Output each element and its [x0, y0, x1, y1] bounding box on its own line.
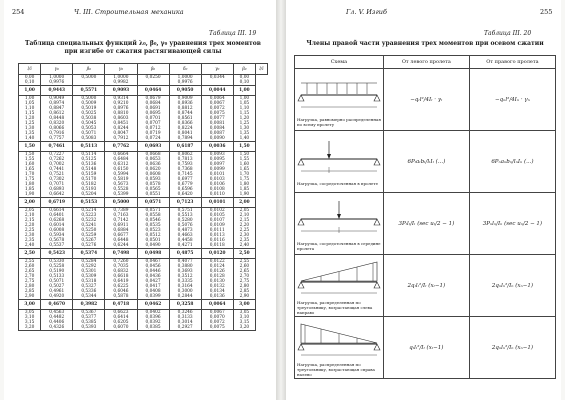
left-running-head: Ч. III. Строительная механика	[74, 8, 184, 16]
summary-cell: 0,7762	[105, 142, 137, 152]
scheme-cell	[295, 255, 384, 317]
summary-cell: 0,0120	[201, 249, 233, 259]
table-row	[295, 69, 556, 131]
right-table-title: Члены правой части уравнения трех моментов при осевом сжатии	[306, 40, 544, 47]
right-span-formula: −qₙl²/4Iₙ · γₙ	[469, 69, 555, 131]
left-span-formula: qₗlₗ²/Iₗ (xₗ−1)	[383, 317, 469, 379]
cell-column-3: 0,6664 0,6484 0,6312 0,6150 0,5994 0,5819 0,5673 0,5528 0,5399	[105, 152, 137, 198]
table-row	[19, 259, 268, 300]
summary-cell: 0,0571	[137, 198, 169, 208]
row-caption: Нагрузка, сосредоточенная в середине пролета	[297, 240, 381, 251]
table-row	[19, 208, 268, 249]
special-functions-table	[18, 63, 268, 331]
summary-cell: 0,3258	[169, 300, 201, 310]
cell-column-1: 0,6614 0,6401 0,6268 0,6014 0,6008 0,5934 0,5678 0,5537	[41, 208, 73, 249]
right-table-label: Таблица III. 20	[484, 30, 532, 37]
summary-cell: 0,9093	[105, 86, 137, 96]
cell-column-3: 0,6623 0,6414 0,6205 0,6070	[105, 310, 137, 331]
cell-column-5: 0,5751 0,5513 0,5280 0,5076 0,4873 0,4663 0,4458 0,4271	[169, 208, 201, 249]
summary-row	[19, 86, 268, 96]
cell-column-7: 2,55 2,60 2,65 2,70 2,75 2,80 2,85 2,90	[233, 259, 255, 300]
summary-cell: 0,5113	[73, 142, 105, 152]
left-page	[4, 0, 276, 400]
cell-column-2: 0,5000	[73, 75, 105, 86]
cell-column-3: 0,9314 0,9210 0,8976 0,8810 0,8603 0,8451 0,8244 0,8047 0,7912	[105, 96, 137, 142]
column-header: l/i	[256, 64, 268, 75]
summary-cell: 0,5423	[41, 249, 73, 259]
row-caption: Нагрузка, распределенная по треугольнику, возрастающая справа налево	[297, 362, 375, 377]
right-running-head: Гл. V. Изгиб	[346, 8, 387, 16]
cell-column-6: 0,0102 0,0105 0,0107 0,0109 0,0111 0,0113 0,0116 0,0118	[201, 208, 233, 249]
column-header: β₀	[137, 64, 169, 75]
summary-cell: 0,7461	[41, 142, 73, 152]
cell-column-5: 0,4077 0,3880 0,3693 0,3512 0,3335 0,3164 0,3000 0,2844	[169, 259, 201, 300]
cell-column-4: 0,0467 0,0456 0,0446 0,0436 0,0427 0,0417 0,0408 0,0399	[137, 259, 169, 300]
summary-cell: 1,50	[19, 142, 41, 152]
cell-column-6: 0,0093 0,0095 0,0097 0,0099 0,0101 0,0103 0,0106 0,0108 0,0110	[201, 152, 233, 198]
summary-cell: 1,00	[19, 86, 41, 96]
summary-cell: 0,0462	[137, 300, 169, 310]
scheme-cell	[295, 193, 384, 255]
cell-column-4: 0,0679 0,0684 0,0691 0,0695 0,0701 0,0707 0,0712 0,0719 0,0724	[137, 96, 169, 142]
column-header: β₀	[233, 64, 255, 75]
cell-column-4: 0,0402 0,0396 0,0392 0,0385	[137, 310, 169, 331]
table-row	[295, 255, 556, 317]
row-caption: Нагрузка, распределенная по треугольнику, возрастающая слева направо	[297, 300, 373, 315]
summary-cell: 0,4875	[169, 249, 201, 259]
summary-row	[19, 249, 268, 259]
summary-cell: 2,00	[19, 198, 41, 208]
cell-column-5: 1,0000 0,9976	[169, 75, 201, 86]
cell-column-5: 0,8062 0,7813 0,7593 0,7368 0,7145 0,6977 0,6779 0,6596 0,6420	[169, 152, 201, 198]
cell-column-3: 0,7260 0,7035 0,6832 0,6618 0,6419 0,6225 0,6046 0,5878	[105, 259, 137, 300]
left-table-label: Таблица III. 19	[209, 30, 257, 37]
cell-column-7: 3,05 3,10 3,15 3,20	[233, 310, 255, 331]
cell-column-6: 0,0122 0,0124 0,0126 0,0128 0,0130 0,0132 0,0134 0,0136	[201, 259, 233, 300]
summary-cell: 0,5374	[73, 249, 105, 259]
table-row	[19, 152, 268, 198]
summary-cell: 0,5000	[105, 198, 137, 208]
scheme-cell	[295, 317, 384, 379]
summary-cell: 0,5153	[73, 198, 105, 208]
cell-column-1: 0,7227 0,7262 0,7002 0,7441 0,7521 0,7302 0,7071 0,6893 0,6642	[41, 152, 73, 198]
cell-column-7: 2,05 2,10 2,15 2,20 2,25 2,30 2,35 2,40	[233, 208, 255, 249]
right-page-number: 255	[540, 8, 553, 16]
summary-cell: 2,00	[233, 198, 255, 208]
row-caption: Нагрузка, равномерно распределенная по всему пролету	[297, 116, 381, 127]
scheme-cell	[295, 69, 384, 131]
table-row	[19, 96, 268, 142]
cell-column-2: 0,5284 0,5292 0,5301 0,5309 0,5318 0,5327 0,5336 0,5344	[73, 259, 105, 300]
cell-column-0: 0,00 0,10	[19, 75, 41, 86]
cell-column-0: 1,00 1,05 1,10 1,15 1,20 1,25 1,30 1,35 1,40	[19, 96, 41, 142]
summary-cell: 0,0044	[201, 86, 233, 96]
summary-cell: 0,9050	[169, 86, 201, 96]
cell-column-1: 0,9049 0,8974 0,8847 0,8612 0,8448 0,8320 0,8066 0,7916 0,7757	[41, 96, 73, 142]
left-page-number: 254	[12, 8, 25, 16]
cell-column-1: 0,5330 0,5258 0,5190 0,5133 0,5071 0,5027 0,4961 0,4920	[41, 259, 73, 300]
summary-cell: 0,9443	[41, 86, 73, 96]
summary-cell: 1,50	[233, 142, 255, 152]
cell-column-3: 0,7389 0,7163 0,7142 0,6911 0,6884 0,6677 0,6448 0,6244	[105, 208, 137, 249]
point-load-diagram	[297, 137, 381, 177]
table-row	[19, 75, 268, 86]
column-header: β₀	[73, 64, 105, 75]
triangular-load-increasing-left-diagram	[297, 318, 381, 358]
header-right-span: От правого пролета	[469, 56, 555, 69]
cell-column-6: 0,0067 0,0070 0,0072 0,0075	[201, 310, 233, 331]
row-caption: Нагрузка, сосредоточенная в пролете	[297, 181, 378, 186]
left-span-formula: 6Pₗaₗbₗ/lₗIₗ (...)	[383, 131, 469, 193]
cell-column-7: 0,00 0,10	[233, 75, 255, 86]
summary-cell: 2,50	[233, 249, 255, 259]
cell-column-0: 2,05 2,10 2,15 2,20 2,25 2,30 2,35 2,40	[19, 208, 41, 249]
header-left-span: От левого пролета	[383, 56, 469, 69]
table-header-row	[19, 64, 268, 75]
summary-cell: 0,0036	[201, 142, 233, 152]
summary-cell: 3,00	[19, 300, 41, 310]
table-row	[295, 131, 556, 193]
summary-cell: 2,50	[19, 249, 41, 259]
left-table-title: Таблица специальных функций λ₀, β₀, γ₀ уравнения трех моментов при изгибе от сжатия растягивающей силы	[25, 40, 261, 55]
cell-column-0: 3,05 3,10 3,15 3,20	[19, 310, 41, 331]
summary-cell: 0,7498	[105, 249, 137, 259]
book-gutter	[276, 0, 286, 400]
cell-column-4: 0,0571 0,0558 0,0546 0,0535 0,0523 0,0512 0,0501 0,0490	[137, 208, 169, 249]
right-span-formula: 6Pₙaₙbₙ/lₙIₙ (...)	[469, 131, 555, 193]
summary-cell: 0,6187	[169, 142, 201, 152]
right-span-formula: 2qₙlₙ²/Iₙ (xₙ−1)	[469, 317, 555, 379]
left-span-formula: 2qₗlₗ²/Iₗ (xₗ−1)	[383, 255, 469, 317]
cell-column-0: 1,50 1,55 1,60 1,65 1,70 1,75 1,80 1,85 1,90	[19, 152, 41, 198]
cell-column-2: 0,5000 0,5009 0,5019 0,5025 0,5038 0,5045 0,5053 0,5071 0,5083	[73, 96, 105, 142]
cell-column-7: 1,50 1,55 1,60 1,65 1,70 1,75 1,80 1,85 1,90	[233, 152, 255, 198]
summary-row	[19, 300, 268, 310]
left-span-formula: −qₗl²/4Iₗ · γₗ	[383, 69, 469, 131]
cell-column-6: 0,0064 0,0067 0,0072 0,0075 0,0077 0,0081 0,0084 0,0087 0,0090	[201, 96, 233, 142]
summary-cell: 0,7123	[169, 198, 201, 208]
table-row	[295, 317, 556, 379]
summary-cell: 0,6719	[41, 198, 73, 208]
cell-column-2: 0,5114 0,5125 0,5136 0,5148 0,5159 0,5170 0,5182 0,5193 0,5204	[73, 152, 105, 198]
left-span-formula: 3Pₗlₗ/Iₗ (sec uₗ/2 − 1)	[383, 193, 469, 255]
column-header: γ₀	[41, 64, 73, 75]
cell-column-6: 0,0344	[201, 75, 233, 86]
summary-cell: 0,0064	[201, 300, 233, 310]
cell-column-5: 0,9009 0,8936 0,8812 0,8744 0,8561 0,8366 0,8224 0,8041 0,7894	[169, 96, 201, 142]
column-header: γ₀	[105, 64, 137, 75]
cell-column-1: 1,0000 0,9976	[41, 75, 73, 86]
cell-column-3: 1,0000 0,9982	[105, 75, 137, 86]
uniform-load-diagram	[297, 73, 381, 113]
column-header: δ₀	[169, 64, 201, 75]
summary-cell: 0,4718	[105, 300, 137, 310]
summary-cell: 0,4670	[41, 300, 73, 310]
cell-column-0: 2,55 2,60 2,65 2,70 2,75 2,80 2,85 2,90	[19, 259, 41, 300]
summary-cell: 1,00	[233, 86, 255, 96]
column-header: l/i	[19, 64, 41, 75]
right-span-formula: 3Pₙlₙ/Iₙ (sec uₙ/2 − 1)	[469, 193, 555, 255]
summary-row	[19, 142, 268, 152]
cell-column-4: 0,0250	[137, 75, 169, 86]
right-span-formula: 2qₙlₙ²/Iₙ (xₙ−1)	[469, 255, 555, 317]
cell-column-4: 0,0668 0,0653 0,0636 0,0620 0,0608 0,0593 0,0578 0,0565 0,0551	[137, 152, 169, 198]
summary-cell: 0,0464	[137, 86, 169, 96]
cell-column-1: 0,4563 0,4482 0,4406 0,4326	[41, 310, 73, 331]
header-scheme: Схема	[295, 56, 384, 69]
right-page	[286, 0, 561, 400]
scheme-cell	[295, 131, 384, 193]
table-row	[19, 310, 268, 331]
summary-cell: 0,3982	[73, 300, 105, 310]
summary-cell: 0,0101	[201, 198, 233, 208]
three-moment-terms-table	[294, 55, 556, 379]
cell-column-5: 0,3246 0,3133 0,3014 0,2927	[169, 310, 201, 331]
triangular-load-increasing-right-diagram	[297, 256, 381, 296]
cell-column-2: 0,5367 0,5377 0,5385 0,5393	[73, 310, 105, 331]
summary-row	[19, 198, 268, 208]
table-row	[295, 193, 556, 255]
summary-cell: 0,5571	[73, 86, 105, 96]
summary-cell: 3,00	[233, 300, 255, 310]
summary-cell: 0,0693	[137, 142, 169, 152]
summary-cell: 0,0498	[137, 249, 169, 259]
cell-column-2: 0,5214 0,5223 0,5232 0,5241 0,5250 0,5259 0,5267 0,5276	[73, 208, 105, 249]
midspan-load-diagram	[297, 197, 381, 237]
column-header: γ₀	[201, 64, 233, 75]
cell-column-7: 1,00 1,05 1,10 1,15 1,20 1,25 1,30 1,35 1,40	[233, 96, 255, 142]
